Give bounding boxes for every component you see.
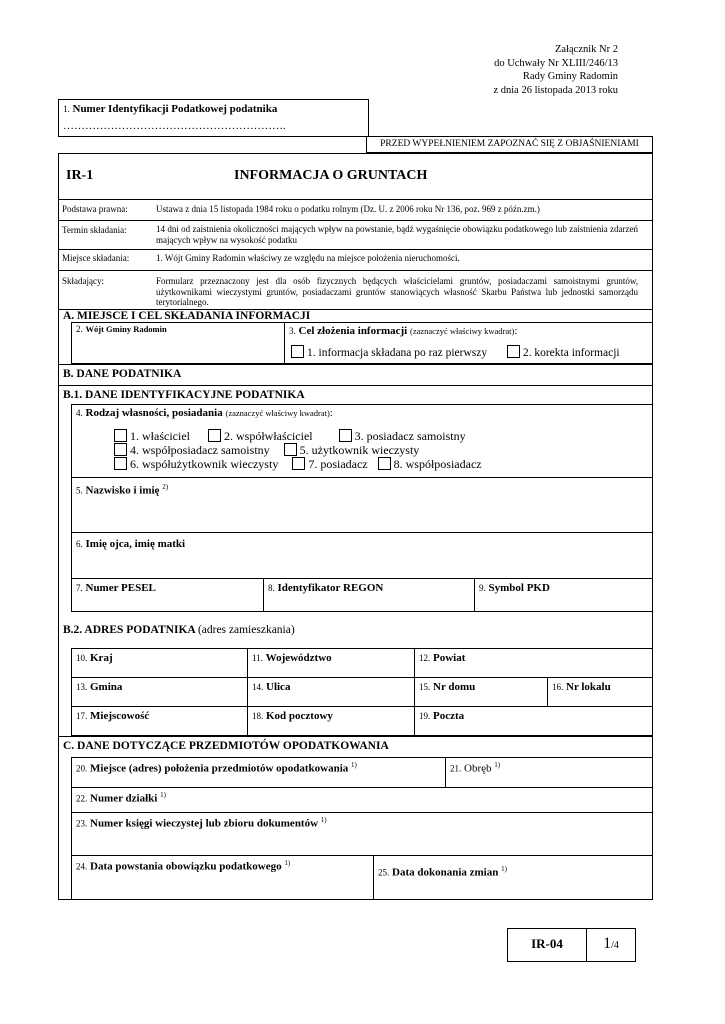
checkbox-co-owner[interactable] [208, 429, 221, 442]
divider [58, 270, 653, 271]
annex-line-4: z dnia 26 listopada 2013 roku [493, 84, 618, 96]
field-apartment-number[interactable]: 16. Nr lokalu [547, 677, 653, 707]
footer-page-box [586, 928, 636, 962]
footer-code-box [507, 928, 587, 962]
field-county[interactable]: 12. Powiat [414, 648, 653, 678]
info-label: Termin składania: [62, 225, 127, 235]
checkbox-owner[interactable] [114, 429, 127, 442]
section-b2-title: B.2. ADRES PODATNIKA (adres zamieszkania) [63, 624, 295, 636]
info-text: 1. Wójt Gminy Radomin właściwy ze względu na miejsce położenia nieruchomości. [156, 253, 460, 263]
field-ownership-type: 4. Rodzaj własności, posiadania (zaznaczyć właściwy kwadrat): 1. właściciel 2. współwłaściciel 3. posiadacz samoistny 4. współposiadacz samoistny 5. użytkownik wieczysty 6. współużytkownik wieczysty 7. posiadacz 8. współposiadacz [71, 404, 653, 478]
field-precinct[interactable]: 21. Obręb $^{1)}$ [445, 757, 653, 788]
divider [58, 736, 653, 737]
field-postal-code[interactable]: 18. Kod pocztowy [247, 706, 415, 736]
info-label: Składający: [62, 276, 104, 286]
field-change-date[interactable]: 25. Data dokonania zmian $^{1)}$ [373, 855, 653, 900]
field-locality[interactable]: 17. Miejscowość [71, 706, 248, 736]
option-co-perpetual-user[interactable]: 6. współużytkownik wieczysty [114, 457, 278, 471]
checkbox-independent-holder[interactable] [339, 429, 352, 442]
divider [58, 364, 653, 365]
section-b-title: B. DANE PODATNIKA [63, 368, 182, 380]
checkbox-first-time[interactable] [291, 345, 304, 358]
field-parents-names[interactable]: 6. Imię ojca, imię matki [71, 532, 653, 579]
nip-box[interactable] [58, 99, 369, 137]
ownership-label: Rodzaj własności, posiadania [85, 407, 223, 419]
field-plot-number[interactable]: 22. Numer działki $^{1)}$ [71, 787, 653, 813]
annex-line-2: do Uchwały Nr XLIII/246/13 [494, 57, 618, 69]
option-independent-holder[interactable]: 3. posiadacz samoistny [339, 429, 466, 443]
info-label: Podstawa prawna: [62, 204, 128, 214]
option-co-owner[interactable]: 2. współwłaściciel [208, 429, 313, 443]
field-post-office[interactable]: 19. Poczta [414, 706, 653, 736]
checkbox-co-independent-holder[interactable] [114, 443, 127, 456]
field-pkd[interactable]: 9. Symbol PKD [474, 578, 653, 612]
field-house-number[interactable]: 15. Nr domu [414, 677, 548, 707]
option-holder[interactable]: 7. posiadacz [292, 457, 367, 471]
option-perpetual-user[interactable]: 5. użytkownik wieczysty [284, 443, 420, 457]
info-text: 14 dni od zaistnienia okoliczności mających wpływ na powstanie, bądź wygaśnięcie obowiązku podatkowego lub zaistnienia zdarzeń mających wpływ na wysokość podatku [156, 224, 638, 245]
office-label: Wójt Gminy Radomin [85, 324, 167, 334]
field-land-register[interactable]: 23. Numer księgi wieczystej lub zbioru dokumentów $^{1)}$ [71, 812, 653, 856]
annex-line-3: Rady Gminy Radomin [522, 71, 618, 82]
page-total: /4 [611, 940, 619, 951]
annex-note [493, 43, 618, 97]
field-country[interactable]: 10. Kraj [71, 648, 248, 678]
nip-dots: ……………………………………………………. [63, 120, 286, 132]
form-title: INFORMACJA O GRUNTACH [234, 168, 428, 183]
annex-line-1: Załącznik Nr 2 [555, 44, 618, 55]
option-co-holder[interactable]: 8. współposiadacz [378, 457, 482, 471]
field-full-name[interactable]: 5. Nazwisko i imię $^{2)}$ [71, 477, 653, 533]
form-code: IR-1 [66, 168, 94, 183]
field-municipality[interactable]: 13. Gmina [71, 677, 248, 707]
checkbox-holder[interactable] [292, 457, 305, 470]
checkbox-co-holder[interactable] [378, 457, 391, 470]
field-voivodeship[interactable]: 11. Województwo [247, 648, 415, 678]
info-label: Miejsce składania: [62, 253, 130, 263]
warning-text: PRZED WYPEŁNIENIEM ZAPOZNAĆ SIĘ Z OBJAŚNIENIAMI [380, 139, 639, 149]
field-pesel[interactable]: 7. Numer PESEL [71, 578, 264, 612]
section-b1-title: B.1. DANE IDENTYFIKACYJNE PODATNIKA [63, 389, 305, 401]
field-obligation-date[interactable]: 24. Data powstania obowiązku podatkowego $^{1)}$ [71, 855, 374, 900]
footer-code: IR-04 [531, 936, 563, 951]
page-number: 1 [603, 935, 612, 952]
checkbox-perpetual-user[interactable] [284, 443, 297, 456]
option-co-independent-holder[interactable]: 4. współposiadacz samoistny [114, 443, 270, 457]
info-text: Ustawa z dnia 15 listopada 1984 roku o podatku rolnym (Dz. U. z 2006 roku Nr 136, poz. 969 z późn.zm.) [156, 204, 540, 214]
field-property-location[interactable]: 20. Miejsce (adres) położenia przedmiotów opodatkowania $^{1)}$ [71, 757, 446, 788]
field-office: 2. Wójt Gminy Radomin [71, 322, 285, 364]
purpose-label: Cel złożenia informacji [298, 325, 408, 337]
field-regon[interactable]: 8. Identyfikator REGON [263, 578, 475, 612]
divider [58, 220, 653, 221]
field-number: 1. [63, 104, 70, 114]
checkbox-co-perpetual-user[interactable] [114, 457, 127, 470]
nip-label: Numer Identyfikacji Podatkowej podatnika [72, 103, 278, 115]
checkbox-correction[interactable] [507, 345, 520, 358]
divider [58, 249, 653, 250]
warning-banner [366, 136, 653, 153]
info-text: Formularz przeznaczony jest dla osób fizycznych będących właścicielami gruntów, posiadaczami samoistnymi gruntów, użytkownikami wieczystymi gruntów, posiadaczami gruntów stanowiących własność Skarbu Państwa lub jednostki samorządu terytorialnego. [156, 276, 638, 307]
option-owner[interactable]: 1. właściciel [114, 429, 190, 443]
section-a-title: A. MIEJSCE I CEL SKŁADANIA INFORMACJI [63, 310, 311, 322]
purpose-hint: (zaznaczyć właściwy kwadrat) [410, 326, 515, 336]
divider [58, 199, 653, 200]
field-street[interactable]: 14. Ulica [247, 677, 415, 707]
field-purpose: 3. Cel złożenia informacji (zaznaczyć właściwy kwadrat): 1. informacja składana po raz pierwszy 2. korekta informacji [284, 322, 653, 364]
divider [58, 385, 653, 386]
option-correction[interactable]: 2. korekta informacji [507, 347, 620, 359]
option-first-time[interactable]: 1. informacja składana po raz pierwszy [291, 347, 487, 359]
section-c-title: C. DANE DOTYCZĄCE PRZEDMIOTÓW OPODATKOWANIA [63, 740, 389, 752]
